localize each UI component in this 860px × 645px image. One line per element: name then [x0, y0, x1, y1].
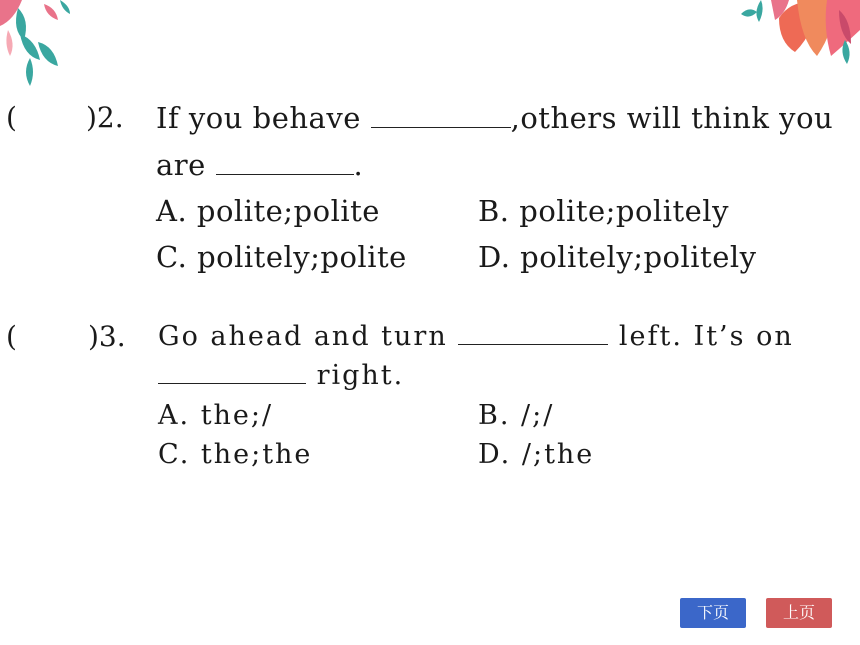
- question-line-1: Go ahead and turn left. It’s on: [158, 321, 794, 352]
- question-number: )2.: [86, 101, 124, 134]
- question-line-2: are .: [156, 148, 364, 182]
- answer-blank: [371, 127, 511, 128]
- option-d: D. politely;politely: [478, 240, 757, 274]
- answer-blank: [216, 174, 354, 175]
- option-b: B. /;/: [478, 400, 555, 431]
- question-line-1: If you behave ,others will think you: [156, 101, 834, 135]
- option-c: C. politely;polite: [156, 240, 407, 274]
- previous-page-button[interactable]: 上页: [766, 598, 832, 628]
- option-a: A. the;/: [158, 400, 274, 431]
- option-d: D. /;the: [478, 439, 595, 470]
- answer-paren: (: [6, 101, 17, 134]
- answer-paren: (: [6, 320, 17, 353]
- question-number: )3.: [88, 320, 126, 353]
- question-line-2: right.: [158, 360, 404, 391]
- answer-blank: [458, 344, 608, 345]
- leaf-decoration-left: [0, 0, 80, 90]
- option-a: A. polite;polite: [156, 194, 380, 228]
- option-c: C. the;the: [158, 439, 313, 470]
- option-b: B. polite;politely: [478, 194, 729, 228]
- next-page-button[interactable]: 下页: [680, 598, 746, 628]
- answer-blank: [158, 383, 306, 384]
- leaf-decoration-right: [735, 0, 860, 70]
